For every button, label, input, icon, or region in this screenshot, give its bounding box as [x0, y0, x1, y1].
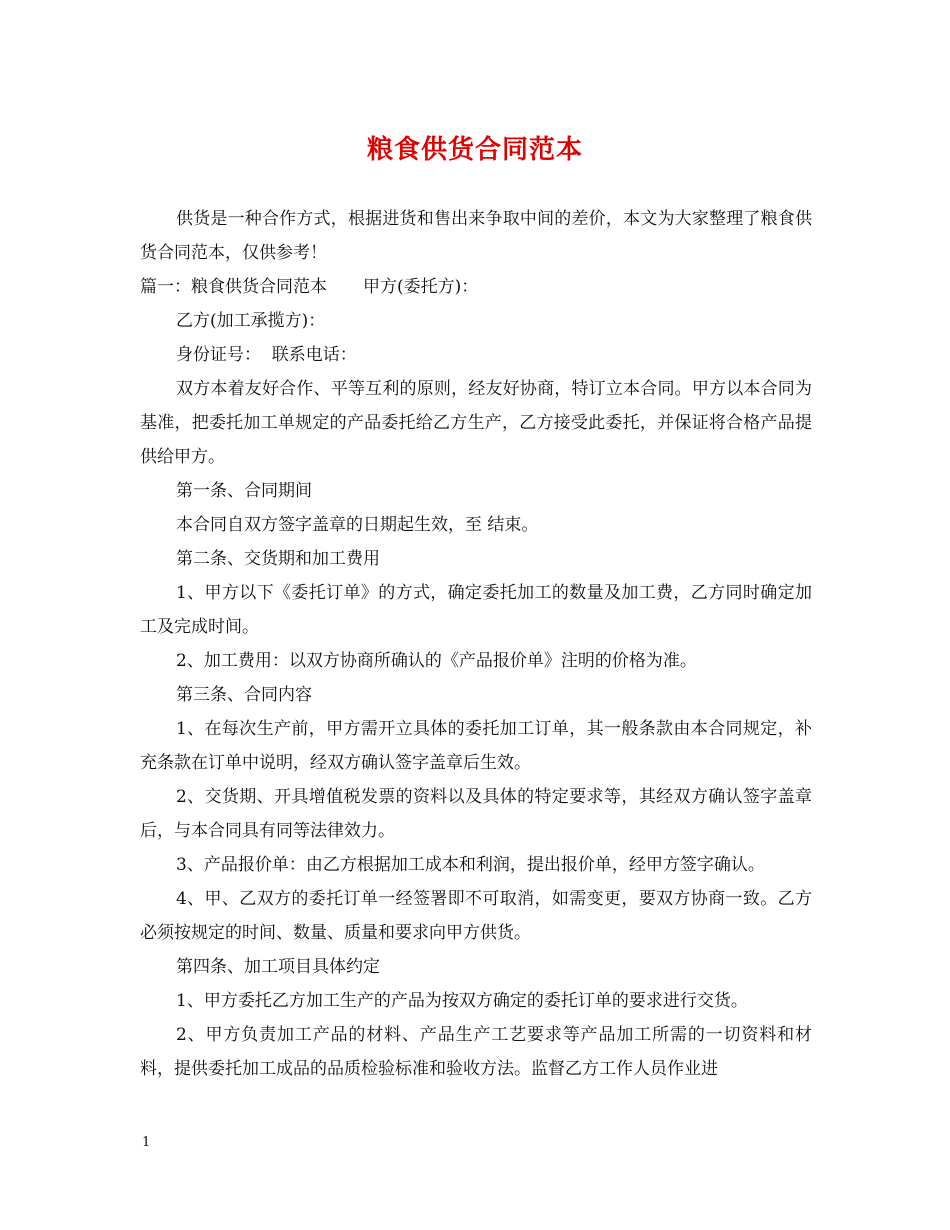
article-2-item-1: 1、甲方以下《委托订单》的方式，确定委托加工的数量及加工费，乙方同时确定加工及完成时间。: [140, 583, 812, 637]
preamble-paragraph: 双方本着友好合作、平等互利的原则，经友好协商，特订立本合同。甲方以本合同为基准，把委托加工单规定的产品委托给乙方生产，乙方接受此委托，并保证将合格产品提供给甲方。: [140, 379, 812, 467]
document-title: 粮食供货合同范本: [366, 135, 583, 165]
article-1-heading: 第一条、合同期间: [176, 481, 312, 501]
id-contact-line: 身份证号： 联系电话：: [176, 345, 357, 365]
article-3-item-4: 4、甲、乙双方的委托订单一经签署即不可取消，如需变更，要双方协商一致。乙方必须按规定的时间、数量、质量和要求向甲方供货。: [140, 889, 812, 943]
article-2-heading: 第二条、交货期和加工费用: [176, 549, 380, 569]
article-4-heading: 第四条、加工项目具体约定: [176, 957, 380, 977]
section-heading-line: [140, 270, 812, 304]
article-2-item-2: 2、加工费用：以双方协商所确认的《产品报价单》注明的价格为准。: [176, 651, 697, 671]
article-4-item-1: 1、甲方委托乙方加工生产的产品为按双方确定的委托订单的要求进行交货。: [176, 991, 748, 1011]
page-number: 1: [142, 1135, 151, 1150]
section-label: 篇一：粮食供货合同范本: [140, 277, 327, 297]
article-3-item-1: 1、在每次生产前，甲方需开立具体的委托加工订单，其一般条款由本合同规定，补充条款在订单中说明，经双方确认签字盖章后生效。: [140, 719, 812, 773]
article-1-text: 本合同自双方签字盖章的日期起生效，至 结束。: [176, 515, 539, 535]
party-b-label: 乙方(加工承揽方)：: [176, 311, 326, 331]
article-3-heading: 第三条、合同内容: [176, 685, 312, 705]
article-3-item-3: 3、产品报价单：由乙方根据加工成本和利润，提出报价单，经甲方签字确认。: [176, 855, 765, 875]
document-body: [140, 202, 812, 1086]
article-4-item-2: 2、甲方负责加工产品的材料、产品生产工艺要求等产品加工所需的一切资料和材料，提供委托加工成品的品质检验标准和验收方法。监督乙方工作人员作业进: [140, 1025, 812, 1079]
article-3-item-2: 2、交货期、开具增值税发票的资料以及具体的特定要求等，其经双方确认签字盖章后，与本合同具有同等法律效力。: [140, 787, 812, 841]
party-a-label: 甲方(委托方)：: [363, 277, 479, 297]
intro-paragraph: 供货是一种合作方式，根据进货和售出来争取中间的差价，本文为大家整理了粮食供货合同范本，仅供参考！: [140, 209, 812, 263]
